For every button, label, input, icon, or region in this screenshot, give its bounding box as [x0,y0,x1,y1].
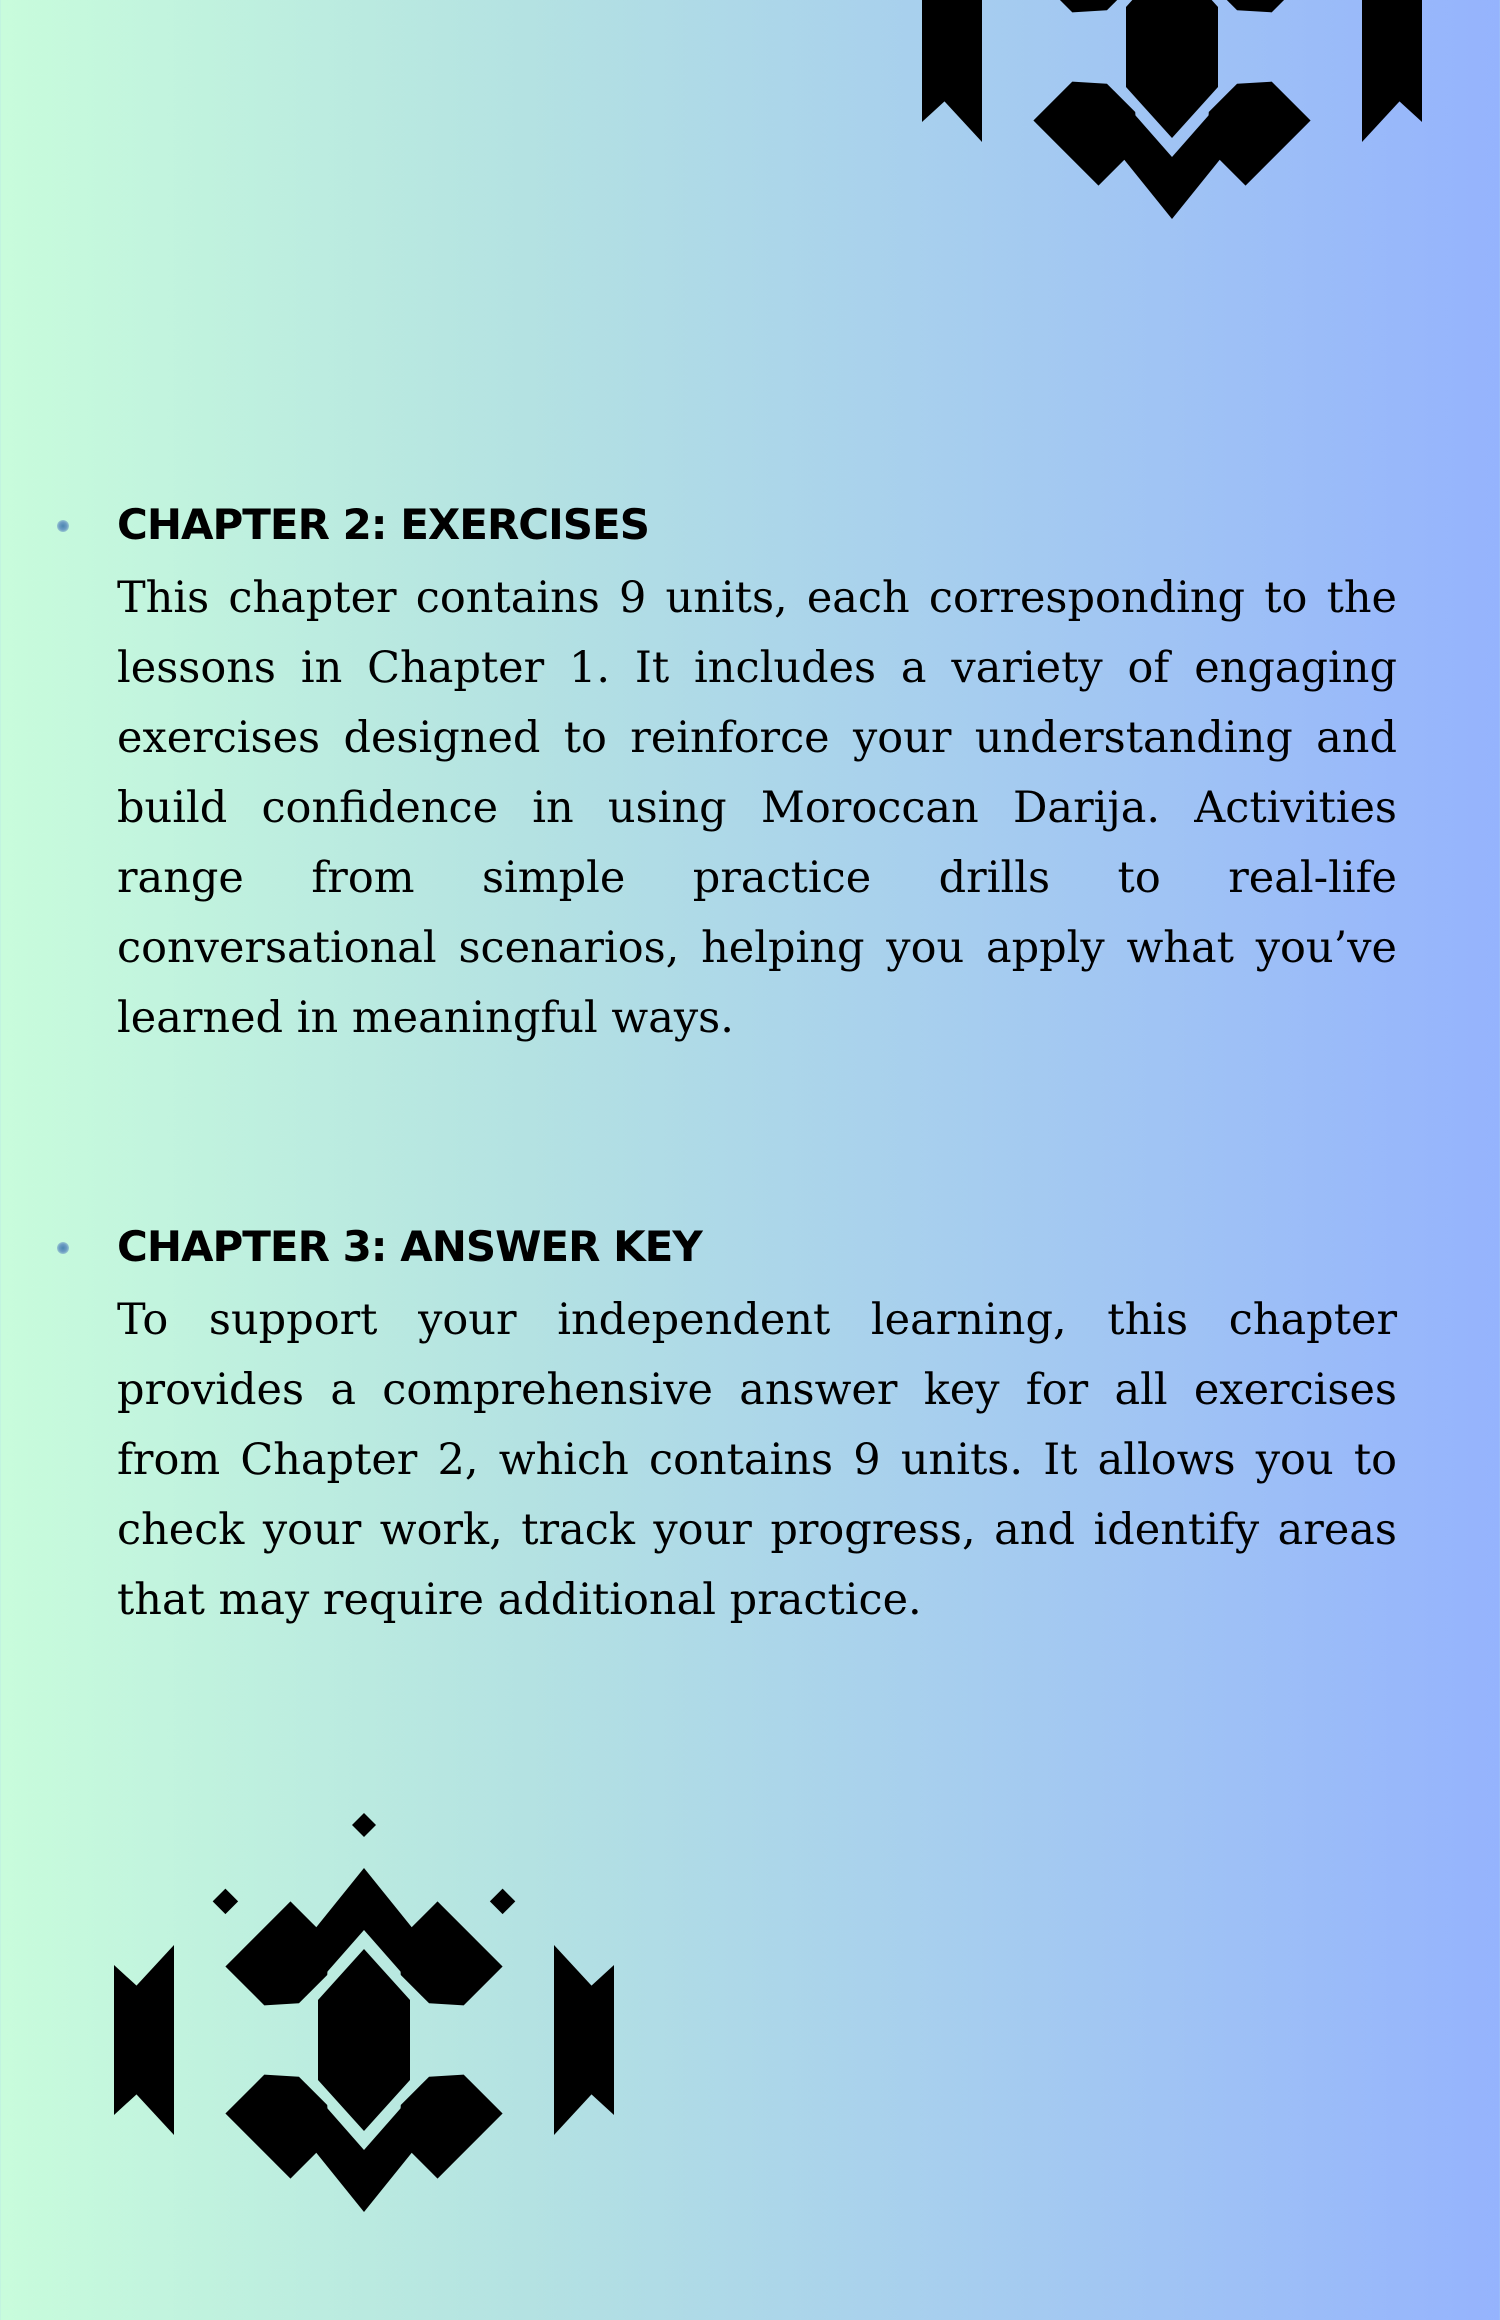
chapter-3-section [117,1217,1397,1635]
chapter-2-heading: CHAPTER 2: EXERCISES [117,500,649,549]
bullet-icon [57,1242,69,1254]
ornament-top-icon [892,0,1452,327]
moroccan-star-ornament-icon [892,0,1452,327]
bullet-icon [57,520,69,532]
ornament-bottom-icon [84,1760,644,2320]
chapter-2-description: This chapter contains 9 units, each corresponding to the lessons in Chapter 1. It includes a variety of engaging exercises designed to reinforce your understanding and build confidence in using Moroccan Darija. Activities range from simple practice drills to real-life conversational scenarios, helping you apply what you’ve learned in meaningful ways. [117,573,1397,1043]
chapter-3-description: To support your independent learning, this chapter provides a comprehensive answer key for all exercises from Chapter 2, which contains 9 units. It allows you to check your work, track your progress, and identify areas that may require additional practice. [117,1295,1397,1625]
chapter-2-section [117,495,1397,1053]
chapter-3-heading: CHAPTER 3: ANSWER KEY [117,1222,702,1271]
moroccan-star-ornament-icon [84,1760,644,2320]
